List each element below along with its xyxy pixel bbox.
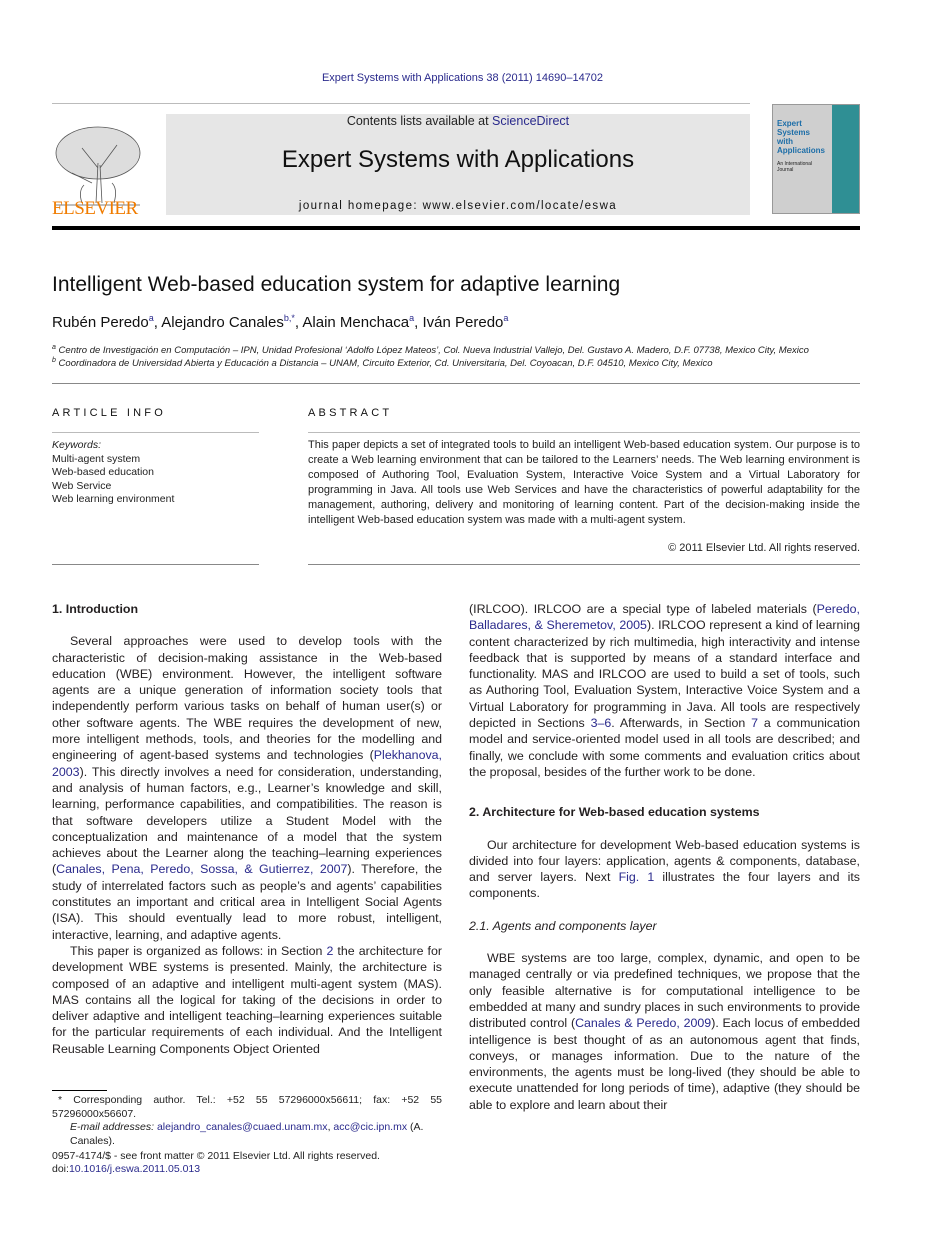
author-affiliation-mark[interactable]: b,* (283, 313, 295, 323)
affiliation-b (52, 357, 713, 369)
author: Iván Peredo (422, 314, 504, 331)
body-paragraph (469, 601, 860, 780)
body-paragraph (52, 943, 442, 1057)
citation-link[interactable]: Peredo, Balladares, & Sheremetov, 2005 (469, 602, 860, 633)
paragraph-text: ). Therefore, the study of interrelated factors such as people’s and agents’ capabilities constitutes an important and critical area in Intelligent Social Agents (ISA). This should eventually lead to more robust, intelligent, interactive, learning, and adaptive agents. (52, 862, 442, 942)
keyword: Web-based education (52, 466, 154, 478)
paragraph-text: a communication model and service-oriented model used in all tools are described; and finally, we conclude with some comments and evaluation critics about the proposal, besides of the further work to be done. (469, 716, 860, 779)
keyword: Web Service (52, 479, 112, 492)
journal-name: Expert Systems with Applications (281, 146, 635, 173)
paragraph-text: illustrates the four layers and its components. (469, 870, 860, 901)
article-title: Intelligent Web-based education system for adaptive learning (52, 273, 621, 296)
affiliation-mark: b (52, 357, 56, 364)
email-note: E-mail addresses: alejandro_canales@cuaed.unam.mx, acc@cic.ipn.mx (A. Canales). (70, 1121, 424, 1147)
author: Rubén Peredo (52, 314, 149, 331)
paragraph-text: (IRLCOO). IRLCOO are a special type of labeled materials ( (469, 602, 817, 616)
divider (308, 432, 860, 433)
article-info-heading: ARTICLE INFO (52, 407, 166, 419)
paragraph-text: This paper is organized as follows: in Section (70, 943, 327, 958)
body-column-right (469, 601, 860, 1113)
journal-cover-image (772, 104, 860, 214)
author-affiliation-mark[interactable]: a (503, 313, 509, 323)
paragraph-text: Our architecture for development Web-based education systems is divided into four layers: application, agents & components, database, and server layers. Next (469, 837, 860, 885)
divider (52, 432, 259, 433)
affiliation-mark: a (52, 344, 56, 351)
spacer (469, 934, 860, 950)
author-affiliation-mark[interactable]: a (148, 313, 154, 323)
front-matter: 0957-4174/$ - see front matter © 2011 Elsevier Ltd. All rights reserved. (52, 1150, 380, 1162)
affiliation-text: Coordinadora de Universidad Abierta y Educación a Distancia – UNAM, Circuito Exterior, Cd. Universitaria, Del. Coyoacan, D.F. 04510, Mexico City, Mexico (58, 358, 713, 370)
cover-subtitle: An International Journal (777, 161, 813, 173)
paragraph-text: Several approaches were used to develop tools with the characteristic of decision-making assistance in the Web-based education (WBE) environment. However, the intelligent software agents are a unique generation of information society tools that independently perform various tasks on behalf of human user(s) or other software agents. The WBE requires the development of new, more intelligent methods, tools, and theories for the modelling and engineering of agent-based systems and technologies ( (52, 634, 442, 763)
paragraph-text: ). Each locus of embedded intelligence is best thought of as an autonomous agent that finds, conveys, or manages information. Due to the nature of the environments, the agents must be long-lived (they should be able to execute unattended for long periods of time), adaptive (they should be able to explore and learn about their (469, 1016, 861, 1112)
journal-banner (166, 114, 750, 215)
citation-link[interactable]: 7 (751, 716, 759, 731)
divider (52, 383, 860, 384)
journal-citation[interactable]: Expert Systems with Applications 38 (2011) 14690–14702 (321, 72, 604, 84)
citation-link[interactable]: Fig. 1 (618, 870, 655, 885)
author-affiliation-mark[interactable]: a (409, 313, 415, 323)
abstract-copyright: © 2011 Elsevier Ltd. All rights reserved. (668, 542, 860, 554)
spacer (469, 821, 860, 837)
spacer (469, 780, 860, 804)
body-column-left (52, 601, 442, 1057)
cover-icon-strip (832, 105, 859, 213)
citation-link[interactable]: 2 (326, 943, 334, 958)
abstract-heading: ABSTRACT (308, 407, 393, 419)
contents-prefix: Contents lists available at (346, 114, 493, 128)
footnote-rule (52, 1090, 107, 1091)
elsevier-wordmark: ELSEVIER (52, 198, 138, 219)
cover-title: Expert Systems with Applications (777, 119, 826, 155)
keyword: Web learning environment (52, 493, 175, 505)
section-heading: 1. Introduction (52, 602, 139, 616)
keywords (52, 439, 174, 507)
citation-link[interactable]: Canales, Pena, Peredo, Sossa, & Gutierrez, 2007 (56, 862, 348, 877)
citation-link[interactable]: Plekhanova, 2003 (52, 748, 442, 779)
abstract-text: This paper depicts a set of integrated tools to build an intelligent Web-based education system. Our purpose is to create a Web learning environment that can be tailored to the Learners’ needs. The Web learning environment is composed of Authoring Tool, Evaluation System, Interactive Voice System and a Virtual Laboratory for programming in Java. All tools use Web Services and have the characteristics of powerful adaptability for the management, authoring, delivery and monitoring of learning content. Part of the decision-making inside the intelligent Web-based education system was made with a multi-agent system. (308, 439, 860, 526)
body-paragraph (469, 950, 860, 1113)
paragraph-text: the architecture for development WBE systems is presented. Mainly, the architecture is composed of an adaptive and intelligent multi-agent system (MAS). MAS contains all the logical for taking of the decisions in order to deliver adaptive and intelligent teaching–learning experiences suitable for the particular requirements of each individual. And the Intelligent Reusable Learning Components Object Oriented (52, 943, 443, 1056)
divider (52, 103, 750, 104)
doi-label: doi: (52, 1163, 69, 1175)
corresponding-author-note: * Corresponding author. Tel.: +52 55 57296000x56611; fax: +52 55 57296000x56607. (52, 1094, 442, 1120)
divider (308, 564, 860, 565)
author: Alejandro Canales (161, 314, 284, 331)
header-rule (52, 226, 860, 230)
journal-homepage[interactable]: journal homepage: www.elsevier.com/locate/eswa (298, 200, 618, 212)
email-link[interactable]: acc@cic.ipn.mx (333, 1121, 408, 1133)
paragraph-text: . Afterwards, in Section (611, 716, 752, 731)
divider (52, 564, 259, 565)
email-link[interactable]: alejandro_canales@cuaed.unam.mx (156, 1121, 328, 1133)
email-label: E-mail addresses: (70, 1121, 157, 1133)
spacer (469, 902, 860, 918)
citation-link[interactable]: Canales & Peredo, 2009 (575, 1016, 712, 1031)
spacer (52, 617, 442, 633)
paragraph-text: ). This directly involves a need for consideration, understanding, and analysis of human factors, e.g., Learner’s knowledge and skill, learning, performance capabilities, and compatibilities. The reason is that software developers utilize a Student Model with the conceptualization and maintenance of a model that the system achieves about the Learner along the teaching–learning experiences ( (52, 764, 442, 877)
paragraph-text: ). IRLCOO represent a kind of learning content characterized by rich multimedia, high interactivity and intense feedback that is supported by means of a standard interface and functionality. MAS and IRLCOO are used to build a set of tools, such as Authoring Tool, Evaluation System, Interactive Voice System and a Virtual Laboratory for programming in Java. All tools are respectively depicted in Sections (469, 618, 860, 731)
author-list: Rubén Peredo$^a$, Alejandro Canales$^{b,*}$, Alain Menchaca$^a$, Iván Peredo$^a$ (52, 313, 509, 331)
doi-line (52, 1163, 200, 1177)
email-suffix: (A. Canales). (70, 1121, 424, 1147)
contents-line (166, 114, 750, 128)
affiliation-a (52, 344, 809, 356)
doi-link[interactable]: 10.1016/j.eswa.2011.05.013 (68, 1163, 201, 1175)
keyword: Multi-agent system (52, 452, 141, 465)
sciencedirect-link[interactable]: ScienceDirect (492, 114, 570, 128)
body-paragraph (52, 633, 442, 943)
body-paragraph (469, 837, 860, 902)
author: Alain Menchaca (302, 314, 410, 331)
section-heading: 2.1. Agents and components layer (469, 918, 657, 933)
affiliation-text: Centro de Investigación en Computación – IPN, Unidad Profesional ‘Adolfo López Mateos’, Col. Nueva Industrial Vallejo, Del. Gustavo A. Madero, D.F. 07738, Mexico City, Mexico (58, 345, 809, 357)
section-heading: 2. Architecture for Web-based education systems (469, 805, 760, 820)
citation-link[interactable]: 3–6 (590, 716, 612, 731)
keywords-label: Keywords: (52, 439, 102, 451)
paragraph-text: WBE systems are too large, complex, dynamic, and open to be managed centrally or via predefined techniques, we propose that the only feasible alternative is for computational intelligence to be embedded at many and sundry places in such environments to provide distributed control ( (469, 951, 860, 1031)
